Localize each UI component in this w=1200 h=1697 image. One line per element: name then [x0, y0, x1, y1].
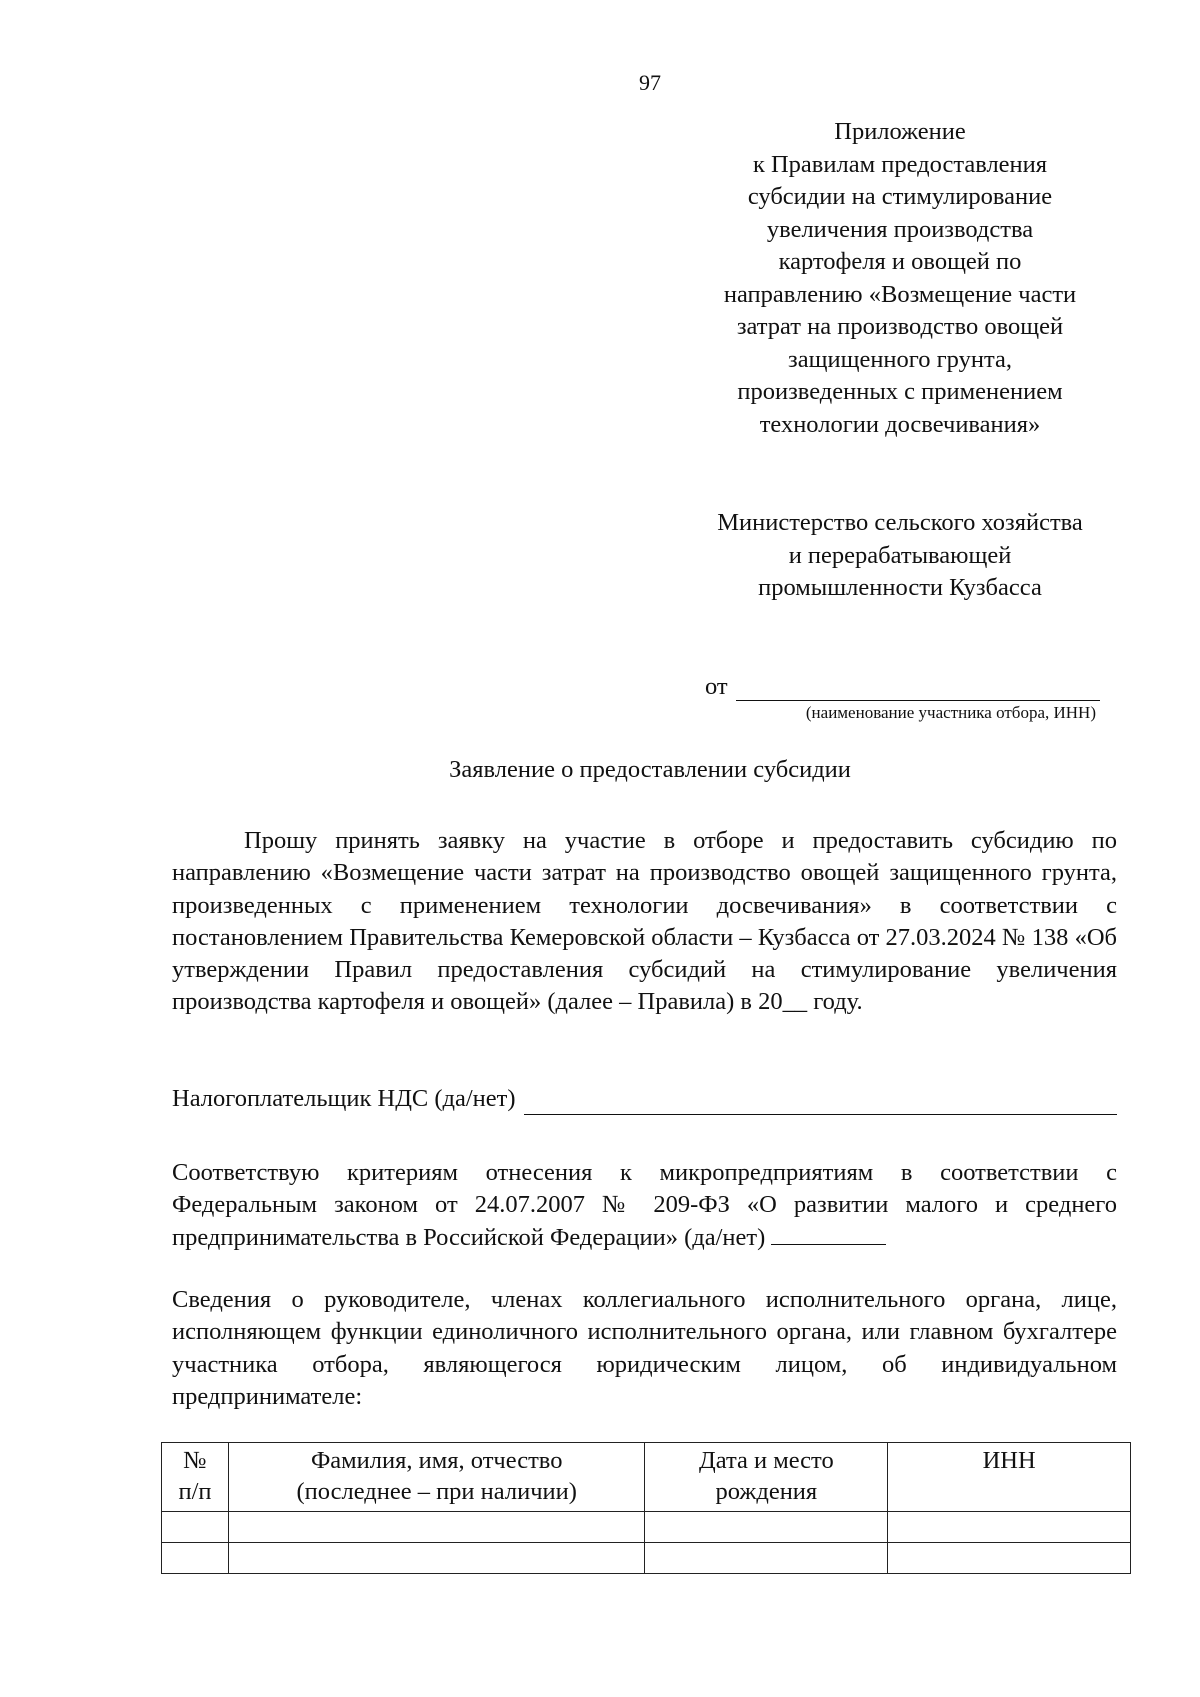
table-cell[interactable] — [228, 1512, 645, 1543]
addressee — [680, 507, 1120, 605]
column-header-birth: Дата и место рождения — [645, 1443, 888, 1512]
column-header-full-name: Фамилия, имя, отчество (последнее – при наличии) — [228, 1443, 645, 1512]
vat-payer-field[interactable] — [524, 1090, 1117, 1115]
table-cell[interactable] — [888, 1512, 1131, 1543]
table-header-row — [162, 1443, 1131, 1512]
appendix-line: направлению «Возмещение части — [723, 280, 1077, 308]
sender-name-field[interactable] — [736, 676, 1100, 701]
page-number: 97 — [639, 70, 661, 95]
appendix-header — [680, 116, 1120, 441]
micro-enterprise-text: Соответствую критериям отнесения к микропредприятиям в соответствии с Федеральным законом от 24.07.2007 № 209-ФЗ «О развитии малого и среднего предпринимательства в Российской Федерации» (да/нет) — [172, 1159, 1117, 1251]
addressee-line: промышленности Кузбасса — [758, 574, 1042, 601]
appendix-line: увеличения производства — [766, 215, 1034, 243]
table-cell[interactable] — [645, 1512, 888, 1543]
column-header-number: № п/п — [162, 1443, 229, 1512]
appendix-line: субсидии на стимулирование — [747, 183, 1053, 210]
table-cell[interactable] — [162, 1512, 229, 1543]
from-label: от — [705, 673, 728, 700]
management-info-paragraph: Сведения о руководителе, членах коллегиального исполнительного органа, лице, исполняющем функции единоличного исполнительного органа, или главном бухгалтере участника отбора, являющегося юридическим лицом, об индивидуальном предпринимателе: — [172, 1286, 1117, 1410]
request-paragraph: Прошу принять заявку на участие в отборе и предоставить субсидию по направлению «Возмещение части затрат на производство овощей защищенного грунта, произведенных с применением технологии досвечивания» в соответствии с постановлением Правительства Кемеровской области – Кузбасса от 27.03.2024 № 138 «Об утверждении Правил предоставления субсидий на стимулирование увеличения производства картофеля и овощей» (далее – Правила) в 20__ году. — [172, 827, 1117, 1016]
appendix-line: картофеля и овощей по — [778, 248, 1022, 275]
table-cell[interactable] — [228, 1543, 645, 1574]
addressee-line: Министерство сельского хозяйства — [717, 509, 1083, 536]
micro-enterprise-paragraph — [172, 1157, 1117, 1254]
appendix-line: Приложение — [834, 118, 966, 145]
appendix-line: технологии досвечивания» — [759, 410, 1041, 438]
sender-field-hint: (наименование участника отбора, ИНН) — [805, 703, 1096, 722]
sender-block — [705, 673, 1100, 723]
document-title: Заявление о предоставлении субсидии — [449, 756, 851, 783]
table-row — [162, 1512, 1131, 1543]
table-cell[interactable] — [888, 1543, 1131, 1574]
appendix-line: произведенных с применением — [737, 378, 1063, 405]
vat-payer-row — [172, 1083, 1117, 1115]
table-cell[interactable] — [645, 1543, 888, 1574]
column-header-inn: ИНН — [888, 1443, 1131, 1512]
appendix-line: к Правилам предоставления — [752, 150, 1048, 178]
table-row — [162, 1543, 1131, 1574]
management-table — [161, 1442, 1131, 1574]
table-cell[interactable] — [162, 1543, 229, 1574]
vat-payer-label: Налогоплательщик НДС (да/нет) — [172, 1085, 516, 1112]
appendix-line: затрат на производство овощей — [736, 313, 1064, 340]
appendix-line: защищенного грунта, — [788, 345, 1012, 373]
micro-enterprise-field[interactable] — [771, 1224, 886, 1245]
addressee-line: и перерабатывающей — [788, 541, 1012, 569]
